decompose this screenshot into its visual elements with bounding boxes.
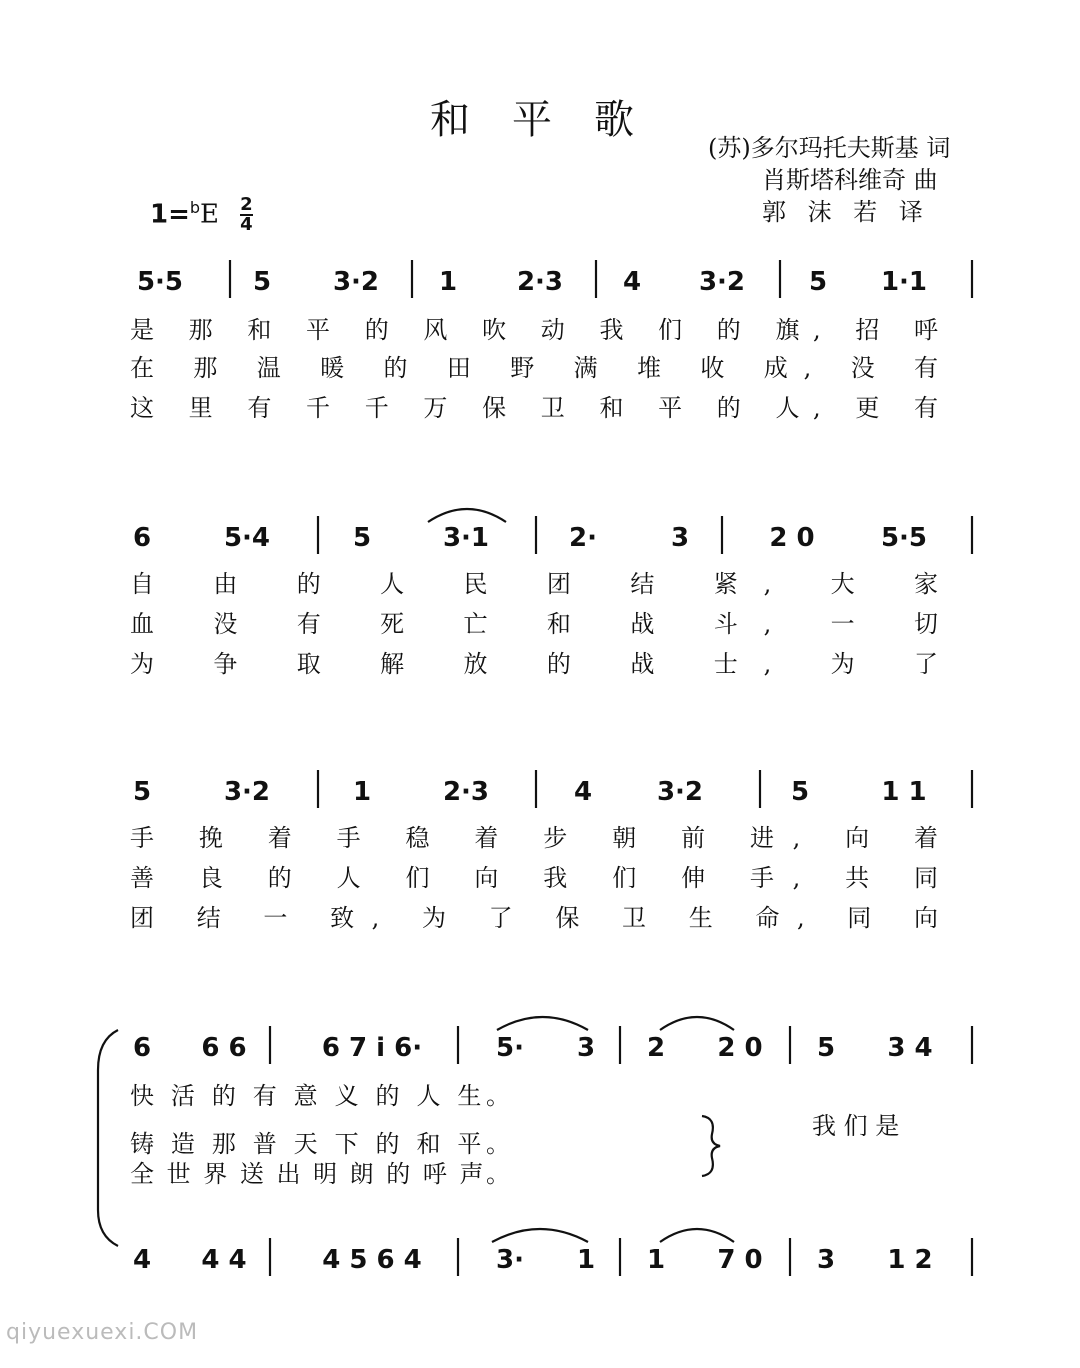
lyric-brace xyxy=(702,1116,720,1176)
slur xyxy=(492,1229,588,1242)
note-group: 4 xyxy=(573,777,593,807)
note-group: 2·3 xyxy=(442,777,490,807)
flat-sign: b xyxy=(189,197,201,217)
note-group: 1 xyxy=(438,267,458,297)
note-group: 2·3 xyxy=(516,267,564,297)
note-group: 1·1 xyxy=(880,267,928,297)
note-group: 3·2 xyxy=(656,777,704,807)
note-group: 2 0 xyxy=(769,523,815,553)
time-signature xyxy=(240,196,253,234)
note-group: 5·4 xyxy=(223,523,271,553)
slur xyxy=(428,509,506,522)
note-group: 5 xyxy=(816,1033,836,1063)
note-group: 5·5 xyxy=(880,523,928,553)
key-signature xyxy=(150,196,253,234)
note-group-lower: 1 xyxy=(576,1245,596,1275)
note-group-lower: 7 0 xyxy=(717,1245,763,1275)
lyric-line: 这 里 有 千 千 万 保 卫 和 平 的 人, 更 有 xyxy=(130,394,939,422)
key-letter: E xyxy=(200,199,220,230)
note-group: 5 xyxy=(352,523,372,553)
note-group: 2 xyxy=(646,1033,666,1063)
note-group-lower: 1 2 xyxy=(887,1245,933,1275)
note-group-lower: 4 4 xyxy=(201,1245,247,1275)
note-group: 6 7 i 6· xyxy=(321,1033,423,1063)
slur xyxy=(660,1229,734,1242)
key-prefix: 1= xyxy=(150,199,190,230)
lyric-line: 快 活 的 有 意 义 的 人 生。 xyxy=(130,1082,510,1110)
note-group: 5 xyxy=(790,777,810,807)
note-group: 3·2 xyxy=(698,267,746,297)
note-group: 2· xyxy=(569,523,597,553)
note-group-lower: 4 5 6 4 xyxy=(322,1245,422,1275)
composer-credit: 肖斯塔科维奇 曲 xyxy=(762,166,938,194)
lyric-line: 善 良 的 人 们 向 我 们 伸 手, 共 同 xyxy=(130,864,938,892)
lyric-line: 在 那 温 暖 的 田 野 满 堆 收 成, 没 有 xyxy=(130,354,939,382)
note-group: 5 xyxy=(808,267,828,297)
note-group: 3 xyxy=(670,523,690,553)
note-group: 6 6 xyxy=(201,1033,247,1063)
time-top: 2 xyxy=(240,194,253,215)
lyric-line: 血 没 有 死 亡 和 战 斗, 一 切 xyxy=(130,610,938,638)
lyric-line: 是 那 和 平 的 风 吹 动 我 们 的 旗, 招 呼 xyxy=(130,316,939,344)
note-group: 6 xyxy=(132,523,152,553)
note-group-lower: 3· xyxy=(496,1245,524,1275)
system-bracket xyxy=(98,1030,118,1246)
page-title: 和平歌 xyxy=(430,97,676,143)
note-group: 3 4 xyxy=(887,1033,933,1063)
watermark: qiyuexuexi.COM xyxy=(6,1320,199,1345)
slur xyxy=(497,1017,588,1030)
note-group: 3·2 xyxy=(223,777,271,807)
lyric-line: 为 争 取 解 放 的 战 士, 为 了 xyxy=(130,650,938,678)
lyric-line: 自 由 的 人 民 团 结 紧, 大 家 xyxy=(130,570,938,598)
note-group: 5 xyxy=(132,777,152,807)
side-lyric: 我 们 是 xyxy=(812,1112,900,1140)
note-group: 3·2 xyxy=(332,267,380,297)
note-group-lower: 3 xyxy=(816,1245,836,1275)
note-group: 5 xyxy=(252,267,272,297)
note-group-lower: 4 xyxy=(132,1245,152,1275)
lyric-line: 团 结 一 致, 为 了 保 卫 生 命, 同 向 xyxy=(130,904,938,932)
note-group: 1 xyxy=(352,777,372,807)
note-group: 4 xyxy=(622,267,642,297)
lyricist-credit: (苏)多尔玛托夫斯基 词 xyxy=(708,134,951,162)
note-group: 2 0 xyxy=(717,1033,763,1063)
note-group: 6 xyxy=(132,1033,152,1063)
note-group: 5·5 xyxy=(136,267,184,297)
lyric-line: 铸 造 那 普 天 下 的 和 平。 xyxy=(130,1130,510,1158)
note-group: 3 xyxy=(576,1033,596,1063)
slur xyxy=(660,1017,734,1030)
note-group: 3·1 xyxy=(442,523,490,553)
note-group: 5· xyxy=(496,1033,524,1063)
translator-credit: 郭 沫 若 译 xyxy=(762,198,923,226)
lyric-line: 全 世 界 送 出 明 朗 的 呼 声。 xyxy=(130,1160,510,1188)
note-group-lower: 1 xyxy=(646,1245,666,1275)
lyric-line: 手 挽 着 手 稳 着 步 朝 前 进, 向 着 xyxy=(130,824,938,852)
time-bottom: 4 xyxy=(240,214,253,235)
note-group: 1 1 xyxy=(881,777,927,807)
